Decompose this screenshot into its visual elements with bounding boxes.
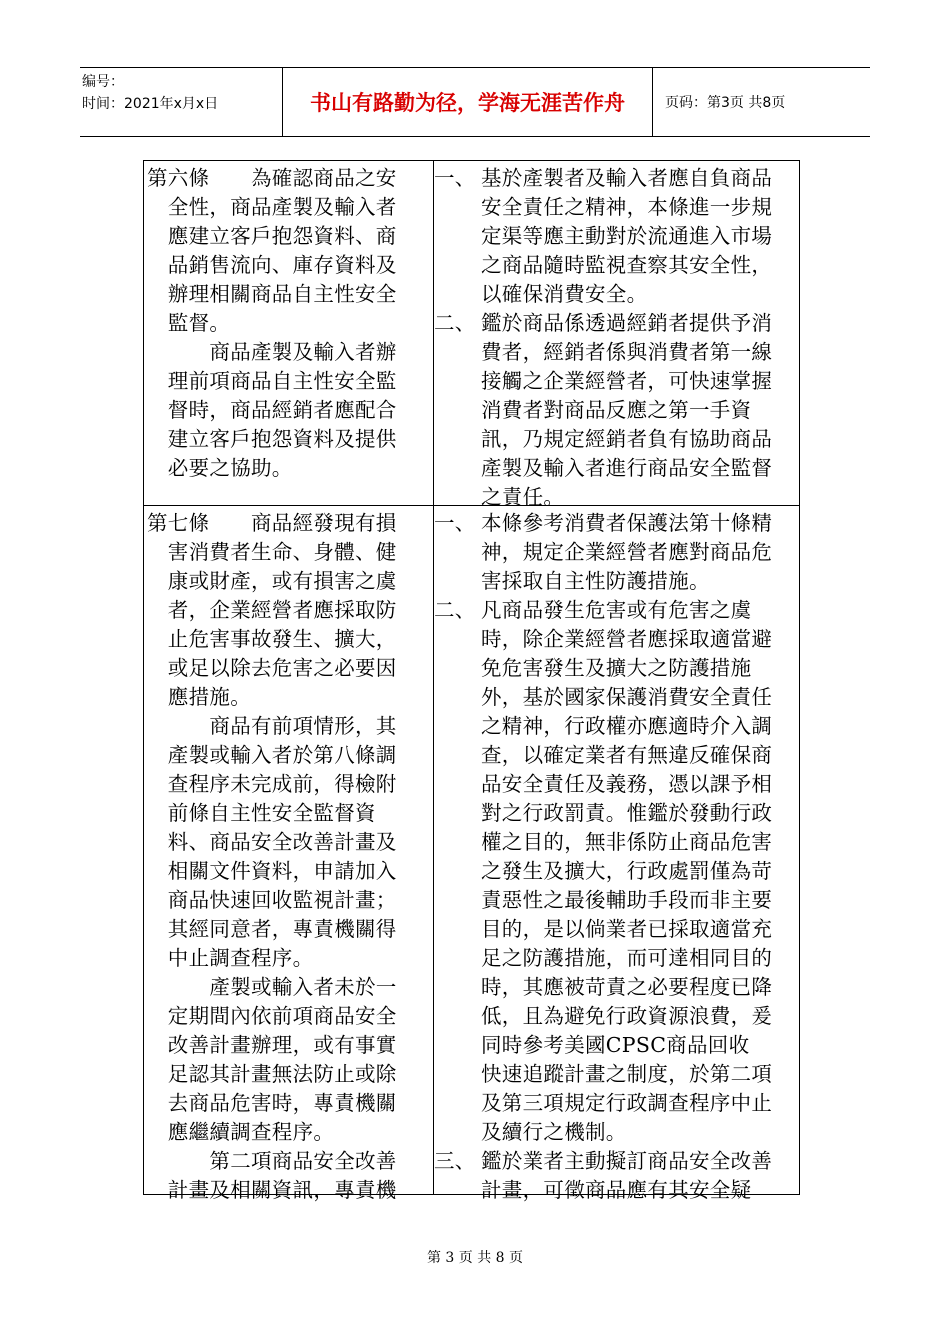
article-line: 中止調查程序。 xyxy=(147,946,314,970)
article-line: 者，企業經營者應採取防 xyxy=(147,598,397,622)
article-line: 康或財產，或有損害之虞 xyxy=(147,569,397,593)
explanation-line: 以確保消費安全。 xyxy=(481,282,648,306)
explanation-line: 對之行政罰責。惟鑑於發動行政 xyxy=(481,801,773,825)
explanation-line: 基於產製者及輸入者應自負商品 xyxy=(481,166,773,190)
explanation-line: 同時參考美國CPSC商品回收 xyxy=(481,1033,750,1057)
explanation-line: 之商品隨時監視查察其安全性， xyxy=(481,253,773,277)
article-line: 必要之協助。 xyxy=(147,456,293,480)
explanation-line: 責惡性之最後輔助手段而非主要 xyxy=(481,888,773,912)
article-line: 第六條 為確認商品之安 xyxy=(147,166,397,190)
article-line: 第七條 商品經發現有損 xyxy=(147,511,397,535)
article-6-text xyxy=(144,161,433,483)
article-line: 應建立客戶抱怨資料、商 xyxy=(147,224,397,248)
explanation-line: 凡商品發生危害或有危害之虞 xyxy=(481,598,752,622)
article-line: 定期間內依前項商品安全 xyxy=(147,1004,397,1028)
explanation-line: 接觸之企業經營者，可快速掌握 xyxy=(481,369,773,393)
article-line: 或足以除去危害之必要因 xyxy=(147,656,397,680)
article-line: 止危害事故發生、擴大， xyxy=(147,627,397,651)
explanation-item xyxy=(434,596,799,1147)
article-line: 改善計畫辦理，或有事實 xyxy=(147,1033,397,1057)
item-number: 三、 xyxy=(434,1149,476,1173)
header-meta xyxy=(80,68,283,136)
article-line: 建立客戶抱怨資料及提供 xyxy=(147,427,397,451)
header-page-info: 页码：第3页 共8页 xyxy=(665,95,786,111)
explanation-line: 鑑於業者主動擬訂商品安全改善 xyxy=(481,1149,773,1173)
page-footer: 第 3 页 共 8 页 xyxy=(426,1250,524,1266)
explanation-item xyxy=(434,309,799,512)
article-line: 監督。 xyxy=(147,311,231,335)
explanation-line: 及第三項規定行政調查程序中止 xyxy=(481,1091,773,1115)
article-line: 全性，商品產製及輸入者 xyxy=(147,195,397,219)
explanation-line: 產製及輸入者進行商品安全監督 xyxy=(481,456,773,480)
explanation-line: 訊，乃規定經銷者負有協助商品 xyxy=(481,427,773,451)
article-line: 應措施。 xyxy=(147,685,251,709)
explanation-line: 快速追蹤計畫之制度，於第二項 xyxy=(481,1062,773,1086)
explanation-cell xyxy=(434,161,799,509)
article-line: 害消費者生命、身體、健 xyxy=(147,540,397,564)
article-line: 辦理相關商品自主性安全 xyxy=(147,282,397,306)
explanation-line: 查，以確定業者有無違反確保商 xyxy=(481,743,773,767)
table-row xyxy=(144,161,799,509)
time-label: 时间：2021年x月x日 xyxy=(82,96,219,112)
article-line: 去商品危害時，專責機關 xyxy=(147,1091,397,1115)
explanation-line: 免危害發生及擴大之防護措施 xyxy=(481,656,752,680)
law-table xyxy=(143,160,800,1202)
article-line: 品銷售流向、庫存資料及 xyxy=(147,253,397,277)
article-line: 商品產製及輸入者辦 xyxy=(147,340,397,364)
article-line: 足認其計畫無法防止或除 xyxy=(147,1062,397,1086)
explanation-cell xyxy=(434,506,799,1202)
explanation-line: 消費者對商品反應之第一手資 xyxy=(481,398,752,422)
article-line: 商品快速回收監視計畫； xyxy=(147,888,397,912)
explanation-line: 權之目的，無非係防止商品危害 xyxy=(481,830,773,854)
article-line: 督時，商品經銷者應配合 xyxy=(147,398,397,422)
explanation-line: 計畫，可徵商品應有其安全疑 xyxy=(481,1178,752,1202)
article-line: 查程序未完成前，得檢附 xyxy=(147,772,397,796)
explanation-line: 之發生及擴大，行政處罰僅為苛 xyxy=(481,859,773,883)
page-header xyxy=(80,67,870,137)
explanation-line: 低，且為避免行政資源浪費，爰 xyxy=(481,1004,773,1028)
explanation-line: 時，除企業經營者應採取適當避 xyxy=(481,627,773,651)
article-line: 其經同意者，專責機關得 xyxy=(147,917,397,941)
article-text-cell xyxy=(144,161,434,505)
explanation-line: 外，基於國家保護消費安全責任 xyxy=(481,685,773,709)
article-text-cell xyxy=(144,506,434,1202)
explanation-line: 鑑於商品係透過經銷者提供予消 xyxy=(481,311,773,335)
explanation-line: 神，規定企業經營者應對商品危 xyxy=(481,540,773,564)
item-number: 一、 xyxy=(434,166,476,190)
explanation-line: 及續行之機制。 xyxy=(481,1120,627,1144)
table-row xyxy=(144,506,799,1202)
explanation-item xyxy=(434,509,799,596)
article-line: 商品有前項情形，其 xyxy=(147,714,397,738)
article-line: 相關文件資料，申請加入 xyxy=(147,859,397,883)
article-line: 理前項商品自主性安全監 xyxy=(147,369,397,393)
article-6-explanation xyxy=(434,161,799,512)
explanation-line: 本條參考消費者保護法第十條精 xyxy=(481,511,773,535)
explanation-line: 安全責任之精神，本條進一步規 xyxy=(481,195,773,219)
explanation-line: 費者，經銷者係與消費者第一線 xyxy=(481,340,773,364)
explanation-line: 目的，是以倘業者已採取適當充 xyxy=(481,917,773,941)
article-line: 計畫及相關資訊，專責機 xyxy=(147,1178,397,1202)
explanation-line: 之精神，行政權亦應適時介入調 xyxy=(481,714,773,738)
article-line: 產製或輸入者於第八條調 xyxy=(147,743,397,767)
article-line: 第二項商品安全改善 xyxy=(147,1149,397,1173)
doc-number-label: 编号： xyxy=(82,74,124,90)
article-line: 料、商品安全改善計畫及 xyxy=(147,830,397,854)
explanation-line: 害採取自主性防護措施。 xyxy=(481,569,710,593)
explanation-line: 時，其應被苛責之必要程度已降 xyxy=(481,975,773,999)
article-7-text xyxy=(144,506,433,1205)
article-line: 前條自主性安全監督資 xyxy=(147,801,376,825)
article-7-explanation xyxy=(434,506,799,1205)
explanation-line: 品安全責任及義務，憑以課予相 xyxy=(481,772,773,796)
explanation-line: 之責任。 xyxy=(481,485,565,509)
article-line: 產製或輸入者未於一 xyxy=(147,975,397,999)
explanation-item xyxy=(434,1147,799,1205)
explanation-line: 足之防護措施，而可達相同目的 xyxy=(481,946,773,970)
explanation-item xyxy=(434,164,799,309)
item-number: 一、 xyxy=(434,511,476,535)
header-motto: 书山有路勤为径，学海无涯苦作舟 xyxy=(283,68,653,136)
article-line: 應繼續調查程序。 xyxy=(147,1120,335,1144)
item-number: 二、 xyxy=(434,311,476,335)
explanation-line: 定渠等應主動對於流通進入市場 xyxy=(481,224,773,248)
item-number: 二、 xyxy=(434,598,476,622)
